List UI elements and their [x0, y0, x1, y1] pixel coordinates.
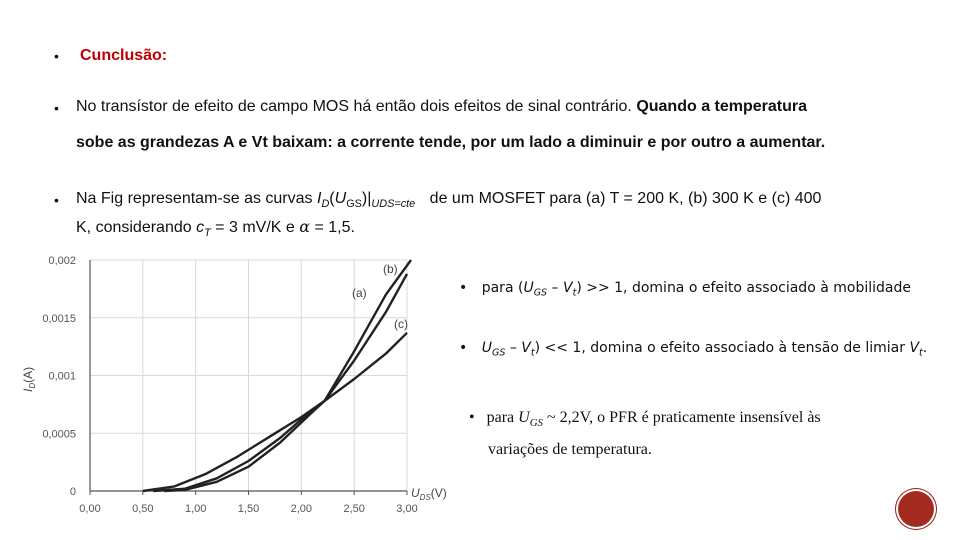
note-text-2: ~ 2,2V, o PFR é praticamente insensível às: [543, 409, 821, 426]
gs-subscript: GS: [533, 287, 548, 299]
x-tick-label: 2,50: [343, 503, 365, 515]
note-text: ) << 1, domina o efeito associado à tensão de limiar: [534, 340, 910, 356]
series-line-2: [143, 333, 407, 491]
v-symbol: V: [909, 340, 920, 356]
alpha-symbol: α: [299, 217, 311, 236]
bullet: •: [459, 280, 468, 296]
series-label: (c): [394, 317, 408, 331]
y-tick-label: 0,0005: [42, 428, 76, 441]
ct-subscript: T: [204, 226, 211, 239]
bullet: •: [54, 100, 59, 116]
v-symbol: V: [521, 340, 531, 356]
series-label: (b): [383, 262, 398, 276]
ugs-symbol: U: [334, 190, 347, 207]
note-text: para (: [481, 280, 524, 296]
note-threshold: [459, 340, 928, 359]
u-symbol: U: [523, 280, 534, 296]
minus: –: [547, 280, 564, 296]
x-tick-label: 0,00: [79, 503, 101, 515]
bullet: •: [469, 409, 475, 426]
id-subscript: D: [321, 197, 330, 210]
ugs-subscript: GS: [346, 197, 362, 210]
x-tick-label: 0,50: [132, 503, 154, 515]
u-symbol: U: [481, 340, 492, 356]
x-tick-label: 2,00: [290, 503, 313, 515]
x-tick-label: 1,00: [184, 503, 207, 515]
mosfet-chart: [0, 248, 460, 520]
x-axis-title: $U_{DS}(V)$: [411, 486, 447, 502]
series-label: (a): [352, 286, 367, 300]
x-tick-label: 1,50: [237, 503, 260, 515]
y-tick-label: 0: [69, 486, 76, 498]
t-subscript: t: [919, 347, 923, 359]
note-ztc: [469, 409, 931, 459]
note-text: para: [486, 409, 519, 426]
section-heading: Cunclusão:: [80, 47, 168, 64]
bullet: •: [459, 340, 468, 356]
y-tick-label: 0,0015: [42, 312, 76, 325]
para1-bold-2: sobe as grandezas A e Vt baixam: a corrente tende, por um lado a diminuir e por outro a aumentar.: [76, 134, 826, 151]
ct-symbol: c: [196, 219, 205, 236]
period: .: [922, 340, 928, 356]
y-tick-label: 0,002: [48, 255, 76, 267]
note-text-3: variações de temperatura.: [488, 441, 652, 458]
gs-subscript: GS: [491, 347, 506, 359]
minus: –: [505, 340, 522, 356]
t-subscript: t: [530, 347, 535, 359]
paren: ): [361, 190, 368, 207]
para2-text-5: = 1,5.: [310, 219, 355, 236]
gs-subscript: GS: [529, 416, 543, 429]
para1-bold-1: Quando a temperatura: [636, 98, 808, 115]
u-symbol: U: [518, 409, 530, 426]
series-line-0: [164, 274, 407, 491]
t-subscript: t: [572, 287, 577, 299]
note-text-2: ) >> 1, domina o efeito associado à mobilidade: [576, 280, 911, 296]
bar: |: [367, 190, 372, 207]
paren: (: [329, 190, 335, 207]
v-symbol: V: [563, 280, 573, 296]
condition-subscript: UDS=cte: [371, 197, 416, 210]
bullet: •: [54, 192, 59, 208]
para2-text-2: de um MOSFET para (a) T = 200 K, (b) 300 K e (c) 400: [429, 190, 822, 207]
para2-text-4: = 3 mV/K e: [210, 219, 300, 236]
badge-logo: [898, 491, 934, 527]
note-mobility: [459, 280, 911, 299]
x-tick-label: 3,00: [396, 503, 418, 515]
para2-text-3: K, considerando: [76, 219, 197, 236]
id-symbol: I: [316, 190, 322, 207]
bullet: •: [54, 48, 59, 64]
para1-plain: No transístor de efeito de campo MOS há então dois efeitos de sinal contrário.: [76, 98, 632, 115]
y-tick-label: 0,001: [48, 370, 76, 383]
chart-labels: [21, 255, 447, 515]
paragraph-figure: [54, 183, 934, 244]
paragraph-conclusion: [54, 91, 934, 159]
para2-text: Na Fig representam-se as curvas: [76, 190, 317, 207]
y-axis-title: $I_D(A)$: [21, 366, 37, 392]
